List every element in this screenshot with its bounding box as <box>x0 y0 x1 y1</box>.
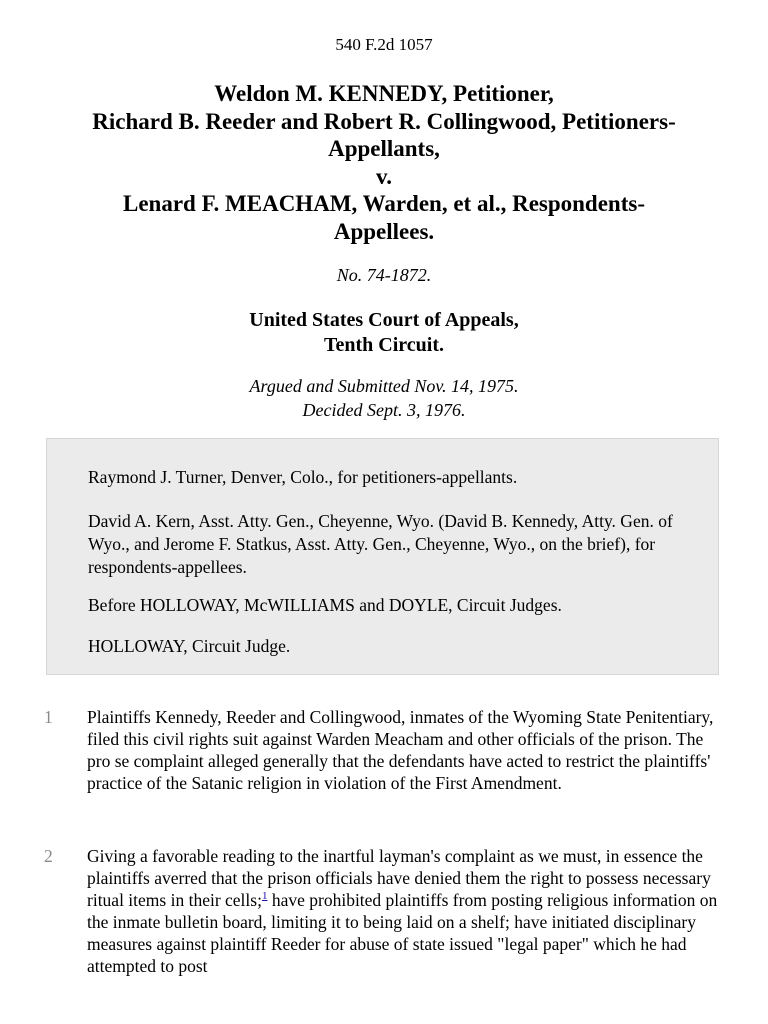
case-citation: 540 F.2d 1057 <box>335 35 433 54</box>
caption-line-petitioners-appellants: Richard B. Reeder and Robert R. Collingwood, Petitioners- <box>92 108 676 134</box>
caption-line-petitioner: Weldon M. KENNEDY, Petitioner, <box>214 81 554 106</box>
caption-line-appellees: Appellees. <box>333 218 435 244</box>
docket-number: No. 74-1872. <box>336 265 432 285</box>
paragraph-text-part: Giving a favorable reading to the inartful layman's complaint as we must, in essence the plaintiffs averred that the prison officials have denied them the right to possess necessary ritual items in their cells; <box>87 846 711 910</box>
paragraph-text-part: have prohibited plaintiffs from posting religious information on the inmate bulletin board, limiting it to being laid on a shelf; have initiated disciplinary measures against plaintiff Reeder for abuse of state issued "legal paper" which he had attempted to post <box>87 890 718 976</box>
court-name-line: United States Court of Appeals, <box>249 309 519 331</box>
case-caption <box>40 80 728 245</box>
case-dates <box>0 374 768 422</box>
paragraph-text: Plaintiffs Kennedy, Reeder and Collingwood, inmates of the Wyoming State Penitentiary, filed this civil rights suit against Warden Meacham and other officials of the prison. The pro se complaint alleged generally that the defendants have acted to restrict the plaintiffs' practice of the Satanic religion in violation of the First Amendment. <box>87 707 714 793</box>
judges-panel: Before HOLLOWAY, McWILLIAMS and DOYLE, Circuit Judges. <box>88 595 562 615</box>
counsel-appellees: David A. Kern, Asst. Atty. Gen., Cheyenne, Wyo. (David B. Kennedy, Atty. Gen. of Wyo., and Jerome F. Statkus, Asst. Atty. Gen., Cheyenne, Wyo., on the brief), for respondents-appellees. <box>88 511 673 577</box>
paragraph-number: 1 <box>44 707 53 727</box>
decided-date: Decided Sept. 3, 1976. <box>302 400 466 420</box>
counsel-box <box>46 438 719 675</box>
caption-line-appellants: Appellants, <box>328 136 440 161</box>
footnote-link[interactable]: 1 <box>261 890 268 903</box>
caption-versus: v. <box>376 163 392 189</box>
paragraph-text <box>87 845 727 977</box>
court-circuit-line: Tenth Circuit. <box>323 334 445 356</box>
opinion-author: HOLLOWAY, Circuit Judge. <box>88 636 291 656</box>
argued-date: Argued and Submitted Nov. 14, 1975. <box>249 376 519 396</box>
paragraph-number: 2 <box>44 846 53 866</box>
court-name <box>0 308 768 358</box>
counsel-appellants: Raymond J. Turner, Denver, Colo., for petitioners-appellants. <box>88 467 518 487</box>
caption-line-respondents: Lenard F. MEACHAM, Warden, et al., Respondents- <box>123 191 645 216</box>
